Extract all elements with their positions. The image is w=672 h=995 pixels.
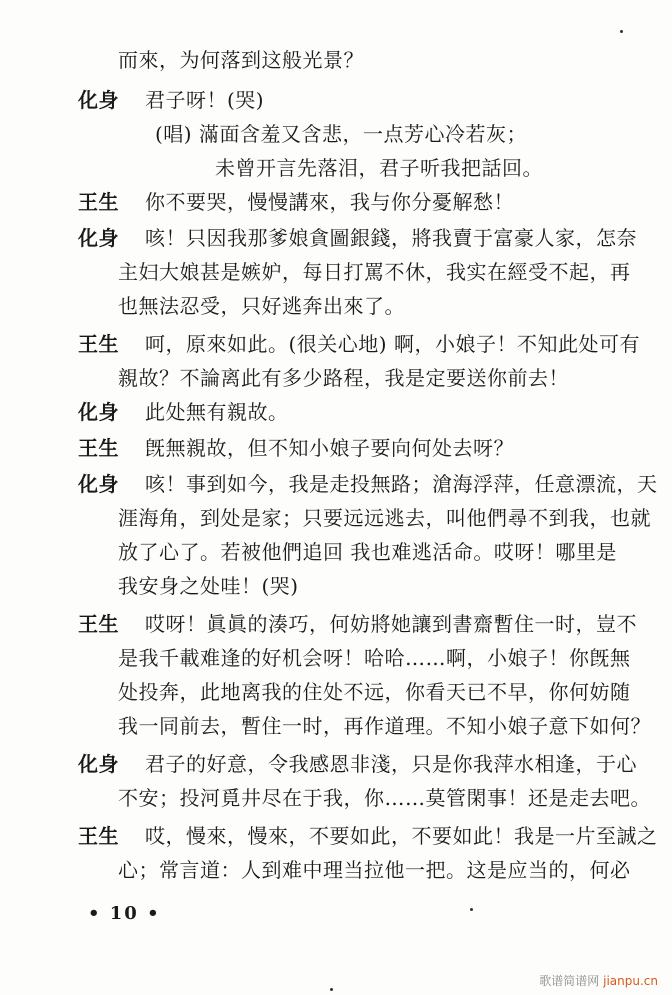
text-line: (唱) 滿面含羞又含悲，一点芳心冷若灰； bbox=[155, 122, 527, 146]
text-line: 也無法忍受，只好逃奔出來了。 bbox=[118, 294, 405, 318]
page-number: • 10 • bbox=[88, 903, 161, 924]
text-line: 我安身之处哇！(哭) bbox=[118, 574, 299, 598]
text-line: 放了心了。若被他們追回 我也难逃活命。哎呀！哪里是 bbox=[118, 540, 617, 564]
watermark-site: 歌谱简谱网 bbox=[539, 974, 600, 988]
scan-speck bbox=[620, 30, 623, 33]
speaker-label: 化身 bbox=[78, 88, 119, 112]
speaker-label: 化身 bbox=[78, 752, 119, 776]
text-line: 处投奔，此地离我的住处不远，你看天已不早，你何妨随 bbox=[118, 680, 631, 704]
speaker-label: 王生 bbox=[78, 612, 119, 636]
speaker-label: 化身 bbox=[78, 226, 119, 250]
text-line: 未曾开言先落泪，君子听我把話回。 bbox=[215, 156, 543, 180]
speaker-label: 化身 bbox=[78, 400, 119, 424]
text-line: 咳！事到如今，我是走投無路；滄海浮萍，任意漂流，天 bbox=[145, 472, 658, 496]
text-line: 哎，慢來，慢來，不要如此，不要如此！我是一片至誠之 bbox=[145, 824, 658, 848]
speaker-label: 王生 bbox=[78, 190, 119, 214]
text-line: 呵，原來如此。(很关心地) 啊，小娘子！不知此处可有 bbox=[145, 332, 640, 356]
text-line: 涯海角，到处是家；只要远远逃去，叫他們尋不到我，也就 bbox=[118, 506, 651, 530]
text-line: 心；常言道：人到难中理当拉他一把。这是应当的，何必 bbox=[118, 858, 631, 882]
scan-speck bbox=[470, 908, 473, 911]
watermark-url: jianpu.cn bbox=[603, 974, 658, 988]
text-line: 主妇大娘甚是嫉妒，每日打罵不休，我实在經受不起，再 bbox=[118, 260, 631, 284]
scan-speck bbox=[330, 988, 333, 991]
text-line: 此处無有親故。 bbox=[145, 400, 289, 424]
speaker-label: 王生 bbox=[78, 436, 119, 460]
text-line: 哎呀！眞眞的湊巧，何妨將她讓到書齋暫住一时，豈不 bbox=[145, 612, 637, 636]
text-line: 君子的好意，令我感恩非淺，只是你我萍水相逢，于心 bbox=[145, 752, 637, 776]
text-line: 而來，为何落到这般光景？ bbox=[118, 48, 364, 72]
speaker-label: 王生 bbox=[78, 824, 119, 848]
text-line: 君子呀！(哭) bbox=[145, 88, 265, 112]
text-line: 是我千載难逢的好机会呀！哈哈……啊，小娘子！你旣無 bbox=[118, 646, 631, 670]
speaker-label: 化身 bbox=[78, 472, 119, 496]
text-line: 不安；投河覓井尽在于我，你……莫管閑事！还是走去吧。 bbox=[118, 786, 651, 810]
text-line: 親故？不論离此有多少路程，我是定要送你前去！ bbox=[118, 366, 569, 390]
text-line: 咳！只因我那爹娘貪圖銀錢，將我賣于富豪人家，怎奈 bbox=[145, 226, 637, 250]
watermark bbox=[539, 973, 658, 989]
text-line: 旣無親故，但不知小娘子要向何处去呀？ bbox=[145, 436, 514, 460]
speaker-label: 王生 bbox=[78, 332, 119, 356]
text-line: 你不要哭，慢慢講來，我与你分憂解愁！ bbox=[145, 190, 514, 214]
text-line: 我一同前去，暫住一时，再作道理。不知小娘子意下如何？ bbox=[118, 714, 651, 738]
